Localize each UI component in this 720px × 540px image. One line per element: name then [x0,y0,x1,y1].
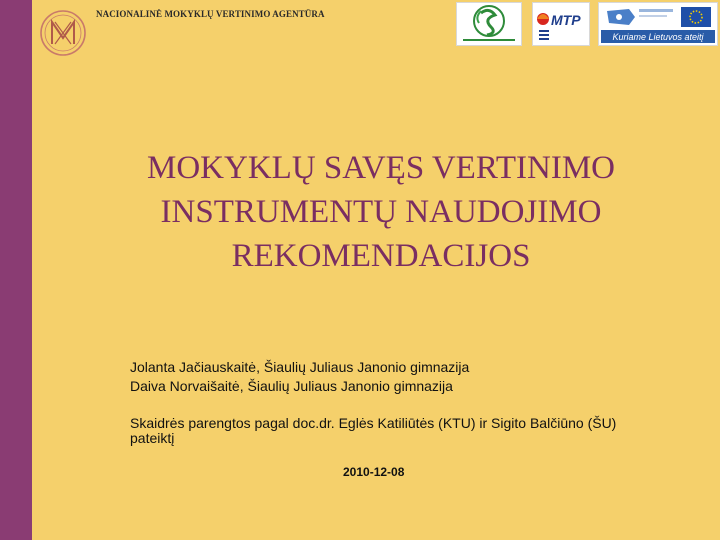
author-line: Jolanta Jačiauskaitė, Šiaulių Juliaus Janonio gimnazija [130,359,470,375]
title-line: INSTRUMENTŲ NAUDOJIMO [160,194,602,230]
agency-name: NACIONALINĖ MOKYKLŲ VERTINIMO AGENTŪRA [96,9,325,19]
source-note: Skaidrės parengtos pagal doc.dr. Eglės Katiliūtės (KTU) ir Sigito Balčiūno (ŠU) pateiktį [130,415,617,446]
mtp-logo-text: MTP [551,12,581,28]
mtp-logo-icon [533,3,589,45]
title-line: REKOMENDACIJOS [231,238,531,274]
lithuania-map-icon [607,9,635,25]
authors-block [130,358,469,396]
leaf-s-emblem-icon [457,3,521,45]
slide-date: 2010-12-08 [343,465,405,479]
leaf-s-emblem-logo [456,2,522,46]
eu-slogan: Kuriame Lietuvos ateitį [612,32,704,42]
left-sidebar-stripe [0,0,32,540]
eu-funds-logo [598,2,718,46]
eu-flag-icon [681,7,711,27]
title-line: MOKYKLŲ SAVĘS VERTINIMO [147,150,615,186]
mtp-logo [532,2,590,46]
author-line: Daiva Norvaišaitė, Šiaulių Juliaus Janonio gimnazija [130,378,453,394]
agency-emblem-icon [38,8,88,58]
slide-title [96,146,666,278]
